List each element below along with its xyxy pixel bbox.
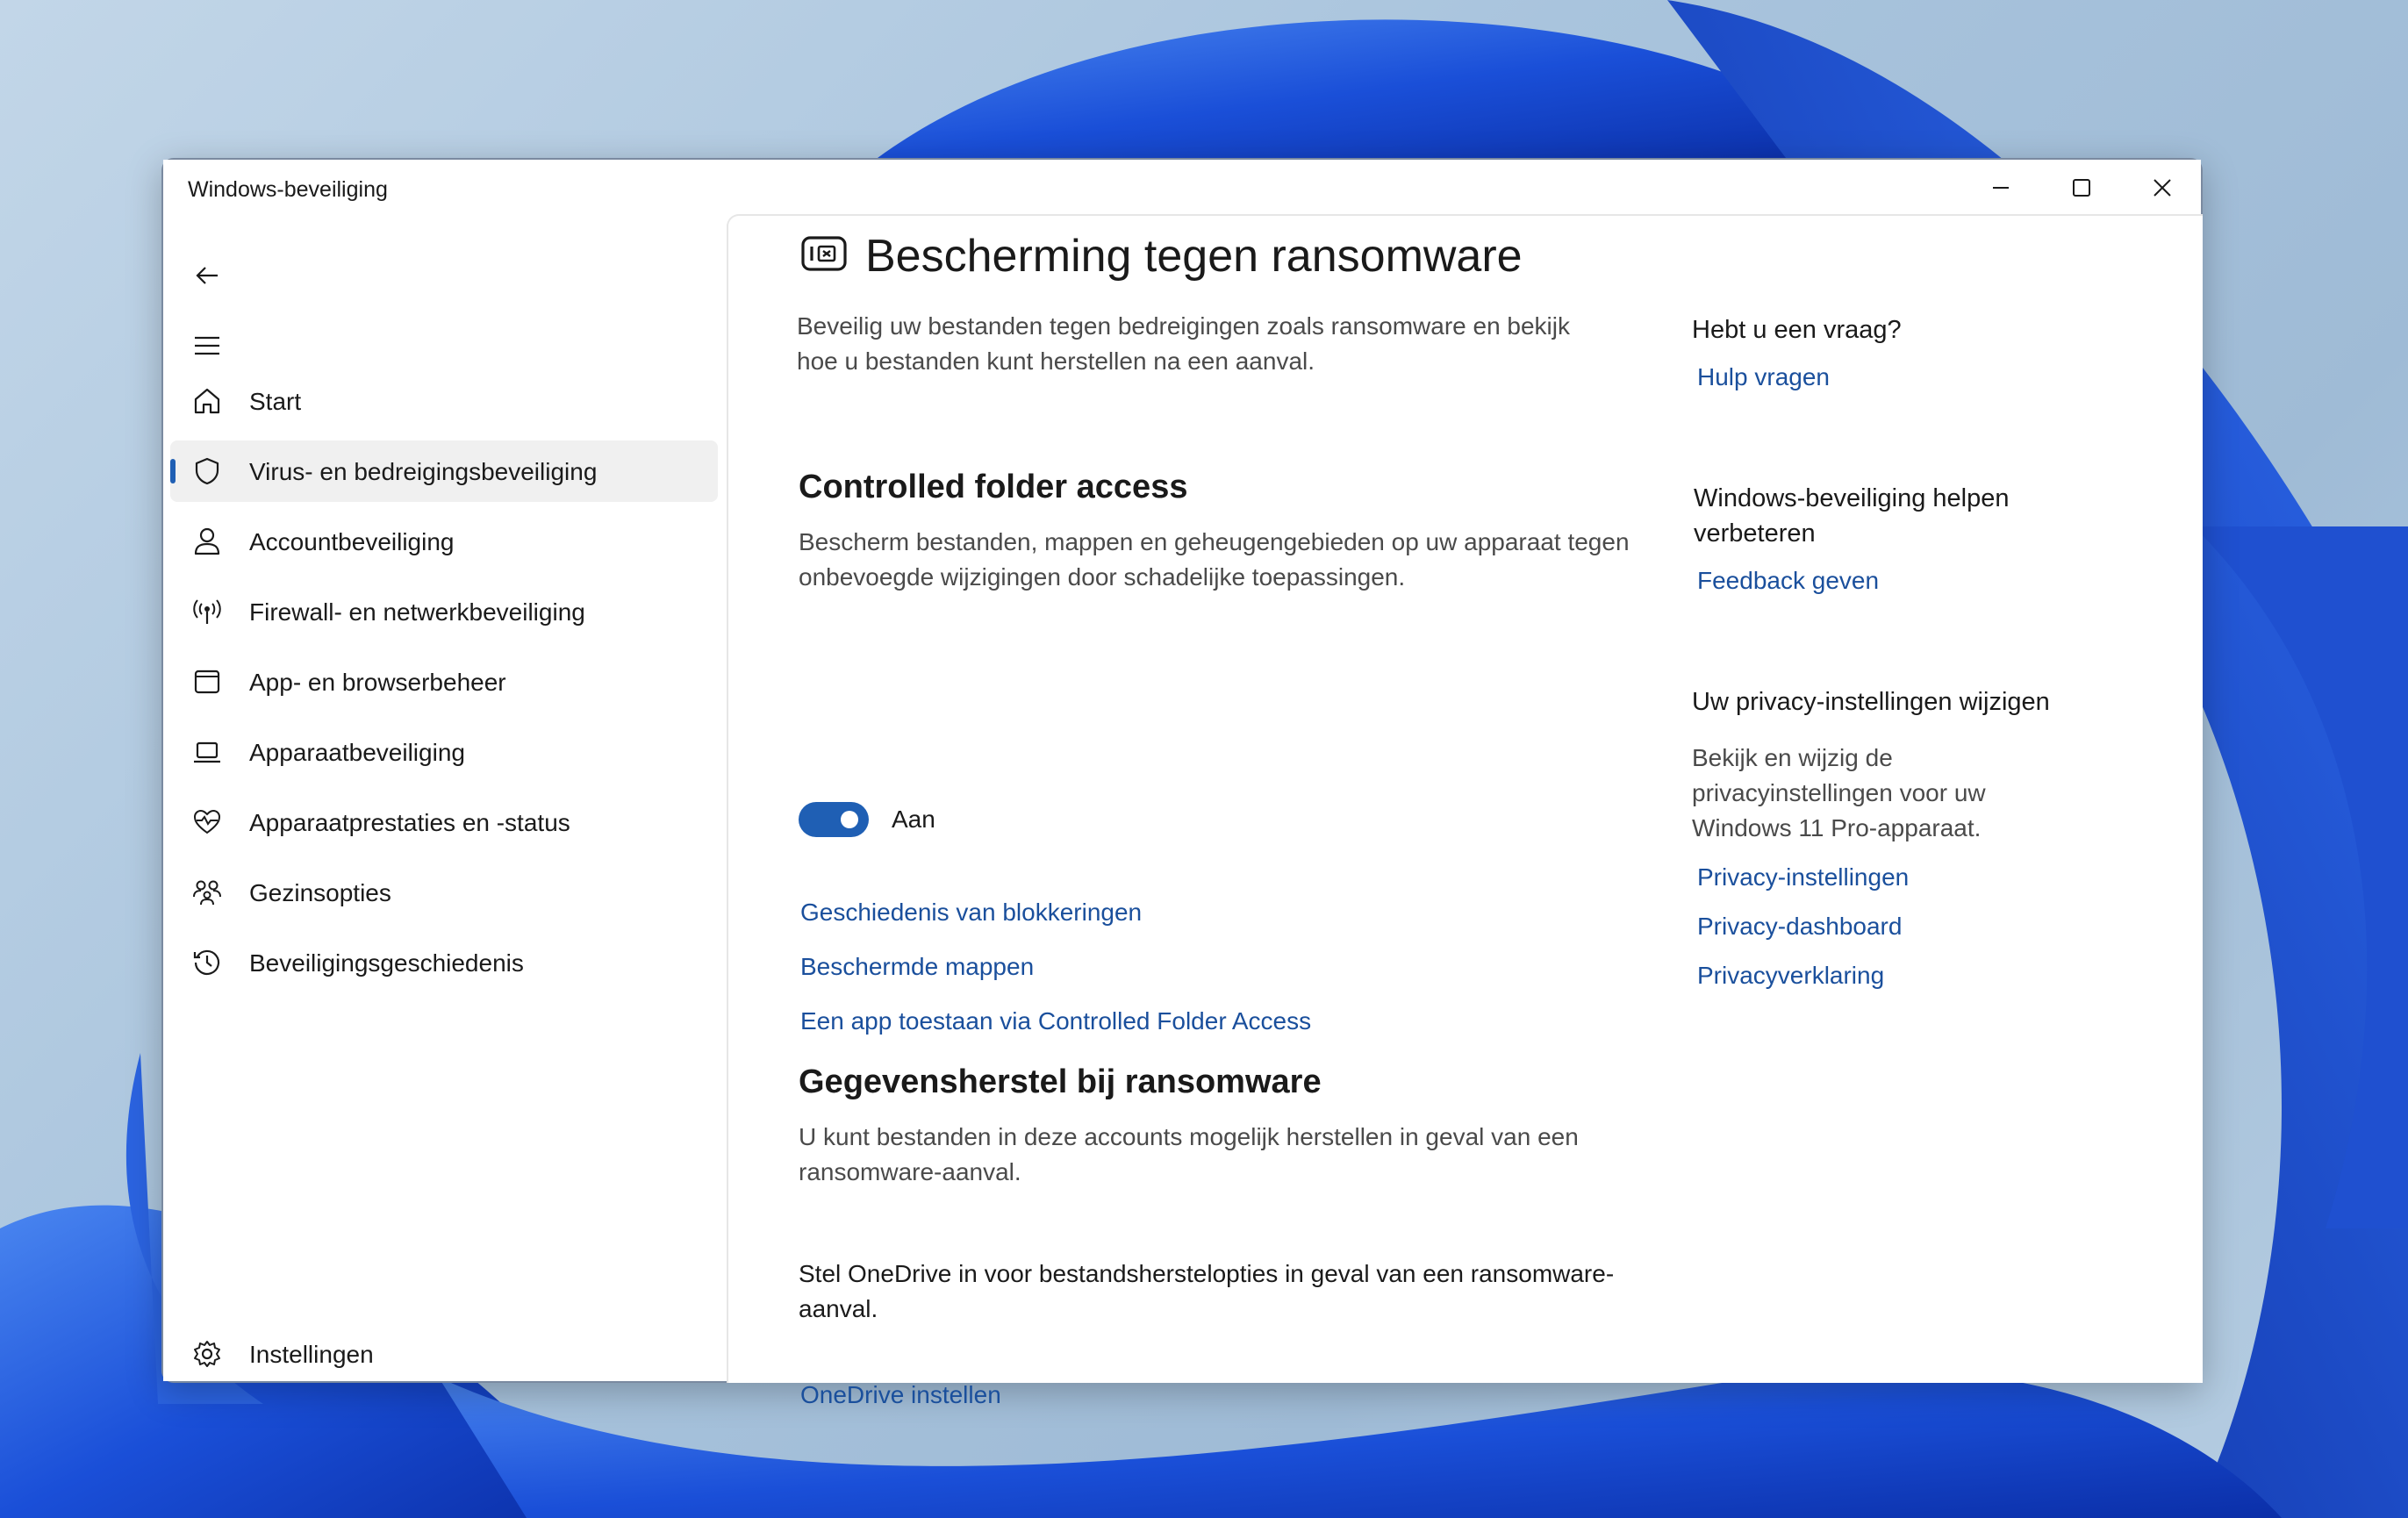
selection-indicator bbox=[170, 459, 176, 483]
privacy-dashboard-link[interactable]: Privacy-dashboard bbox=[1697, 913, 1903, 940]
cfa-description: Bescherm bestanden, mappen en geheugengebieden op uw apparaat tegen onbevoegde wijzigingen door schadelijke toepassingen. bbox=[799, 528, 1630, 591]
sidebar-item-label: Apparaatprestaties en -status bbox=[249, 809, 570, 836]
block-history-link[interactable]: Geschiedenis van blokkeringen bbox=[800, 899, 1143, 926]
shield-icon bbox=[191, 455, 223, 487]
recovery-heading: Gegevensherstel bij ransomware bbox=[799, 1063, 1322, 1100]
hamburger-menu-button[interactable] bbox=[186, 325, 228, 367]
ransomware-protection-icon bbox=[800, 233, 848, 274]
sidebar-item-device-security[interactable] bbox=[170, 721, 718, 783]
sidebar-item-label: Start bbox=[249, 388, 302, 415]
sidebar-item-label: Instellingen bbox=[249, 1341, 374, 1368]
sidebar-item-label: Apparaatbeveiliging bbox=[249, 739, 465, 766]
sidebar-item-device-performance[interactable] bbox=[170, 791, 718, 853]
family-icon bbox=[191, 877, 223, 908]
question-heading: Hebt u een vraag? bbox=[1692, 316, 1902, 344]
sidebar-item-label: Beveiligingsgeschiedenis bbox=[249, 949, 524, 977]
allow-app-link[interactable]: Een app toestaan via Controlled Folder Access bbox=[800, 1007, 1312, 1035]
privacy-settings-link[interactable]: Privacy-instellingen bbox=[1697, 863, 1910, 891]
sidebar-item-firewall[interactable] bbox=[170, 581, 718, 642]
sidebar-item-label: Firewall- en netwerkbeveiliging bbox=[249, 598, 585, 626]
sidebar-item-label: App- en browserbeheer bbox=[249, 669, 506, 696]
history-clock-icon bbox=[191, 947, 223, 978]
minimize-icon bbox=[1990, 177, 2011, 198]
privacy-heading: Uw privacy-instellingen wijzigen bbox=[1692, 688, 2050, 716]
back-arrow-icon bbox=[194, 262, 220, 289]
privacy-description: Bekijk en wijzig de privacyinstellingen voor uw Windows 11 Pro-apparaat. bbox=[1692, 744, 1986, 841]
onedrive-text: Stel OneDrive in voor bestandsherstelopties in geval van een ransomware-aanval. bbox=[799, 1260, 1615, 1322]
title-bar bbox=[163, 160, 2201, 214]
sidebar-item-app-browser[interactable] bbox=[170, 651, 718, 712]
laptop-icon bbox=[191, 736, 223, 768]
app-window bbox=[161, 158, 2203, 1408]
home-icon bbox=[191, 385, 223, 417]
sidebar-item-family-options[interactable] bbox=[170, 862, 718, 923]
sidebar-item-account-protection[interactable] bbox=[170, 511, 718, 572]
browser-window-icon bbox=[191, 666, 223, 698]
privacy-statement-link[interactable]: Privacyverklaring bbox=[1697, 962, 1885, 989]
help-link[interactable]: Hulp vragen bbox=[1697, 363, 1830, 390]
sidebar-item-label: Accountbeveiliging bbox=[249, 528, 455, 555]
sidebar-item-start[interactable] bbox=[170, 370, 718, 432]
intro-text: Beveilig uw bestanden tegen bedreigingen zoals ransomware en bekijk hoe u bestanden kunt herstellen na een aanval. bbox=[797, 312, 1571, 375]
hamburger-menu-icon bbox=[193, 333, 221, 358]
gear-icon bbox=[191, 1338, 223, 1370]
onedrive-setup-link[interactable]: OneDrive instellen bbox=[800, 1381, 1001, 1408]
recovery-description: U kunt bestanden in deze accounts mogelijk herstellen in geval van een ransomware-aanval. bbox=[799, 1123, 1579, 1185]
sidebar-item-virus-protection[interactable] bbox=[170, 440, 718, 502]
window-title: Windows-beveiliging bbox=[188, 177, 388, 202]
page-title: Bescherming tegen ransomware bbox=[865, 231, 1523, 282]
toggle-knob bbox=[841, 811, 858, 828]
improve-heading: Windows-beveiliging helpen verbeteren bbox=[1694, 484, 2010, 548]
cfa-toggle-label: Aan bbox=[892, 806, 935, 833]
cfa-heading: Controlled folder access bbox=[799, 469, 1188, 505]
close-button[interactable] bbox=[2125, 167, 2199, 209]
sidebar-item-label: Virus- en bedreigingsbeveiliging bbox=[249, 458, 598, 485]
protected-folders-link[interactable]: Beschermde mappen bbox=[800, 953, 1035, 980]
maximize-button[interactable] bbox=[2045, 167, 2118, 209]
cfa-toggle[interactable] bbox=[799, 802, 869, 837]
feedback-link[interactable]: Feedback geven bbox=[1697, 567, 1880, 594]
sidebar-item-label: Gezinsopties bbox=[249, 879, 391, 906]
wireless-antenna-icon bbox=[191, 596, 223, 627]
maximize-icon bbox=[2071, 177, 2092, 198]
sidebar-item-protection-history[interactable] bbox=[170, 932, 718, 993]
heart-pulse-icon bbox=[191, 806, 223, 838]
sidebar bbox=[163, 214, 725, 1381]
minimize-button[interactable] bbox=[1964, 167, 2038, 209]
back-button[interactable] bbox=[186, 254, 228, 297]
sidebar-item-settings[interactable] bbox=[170, 1323, 718, 1385]
close-icon bbox=[2152, 177, 2173, 198]
person-icon bbox=[191, 526, 223, 557]
